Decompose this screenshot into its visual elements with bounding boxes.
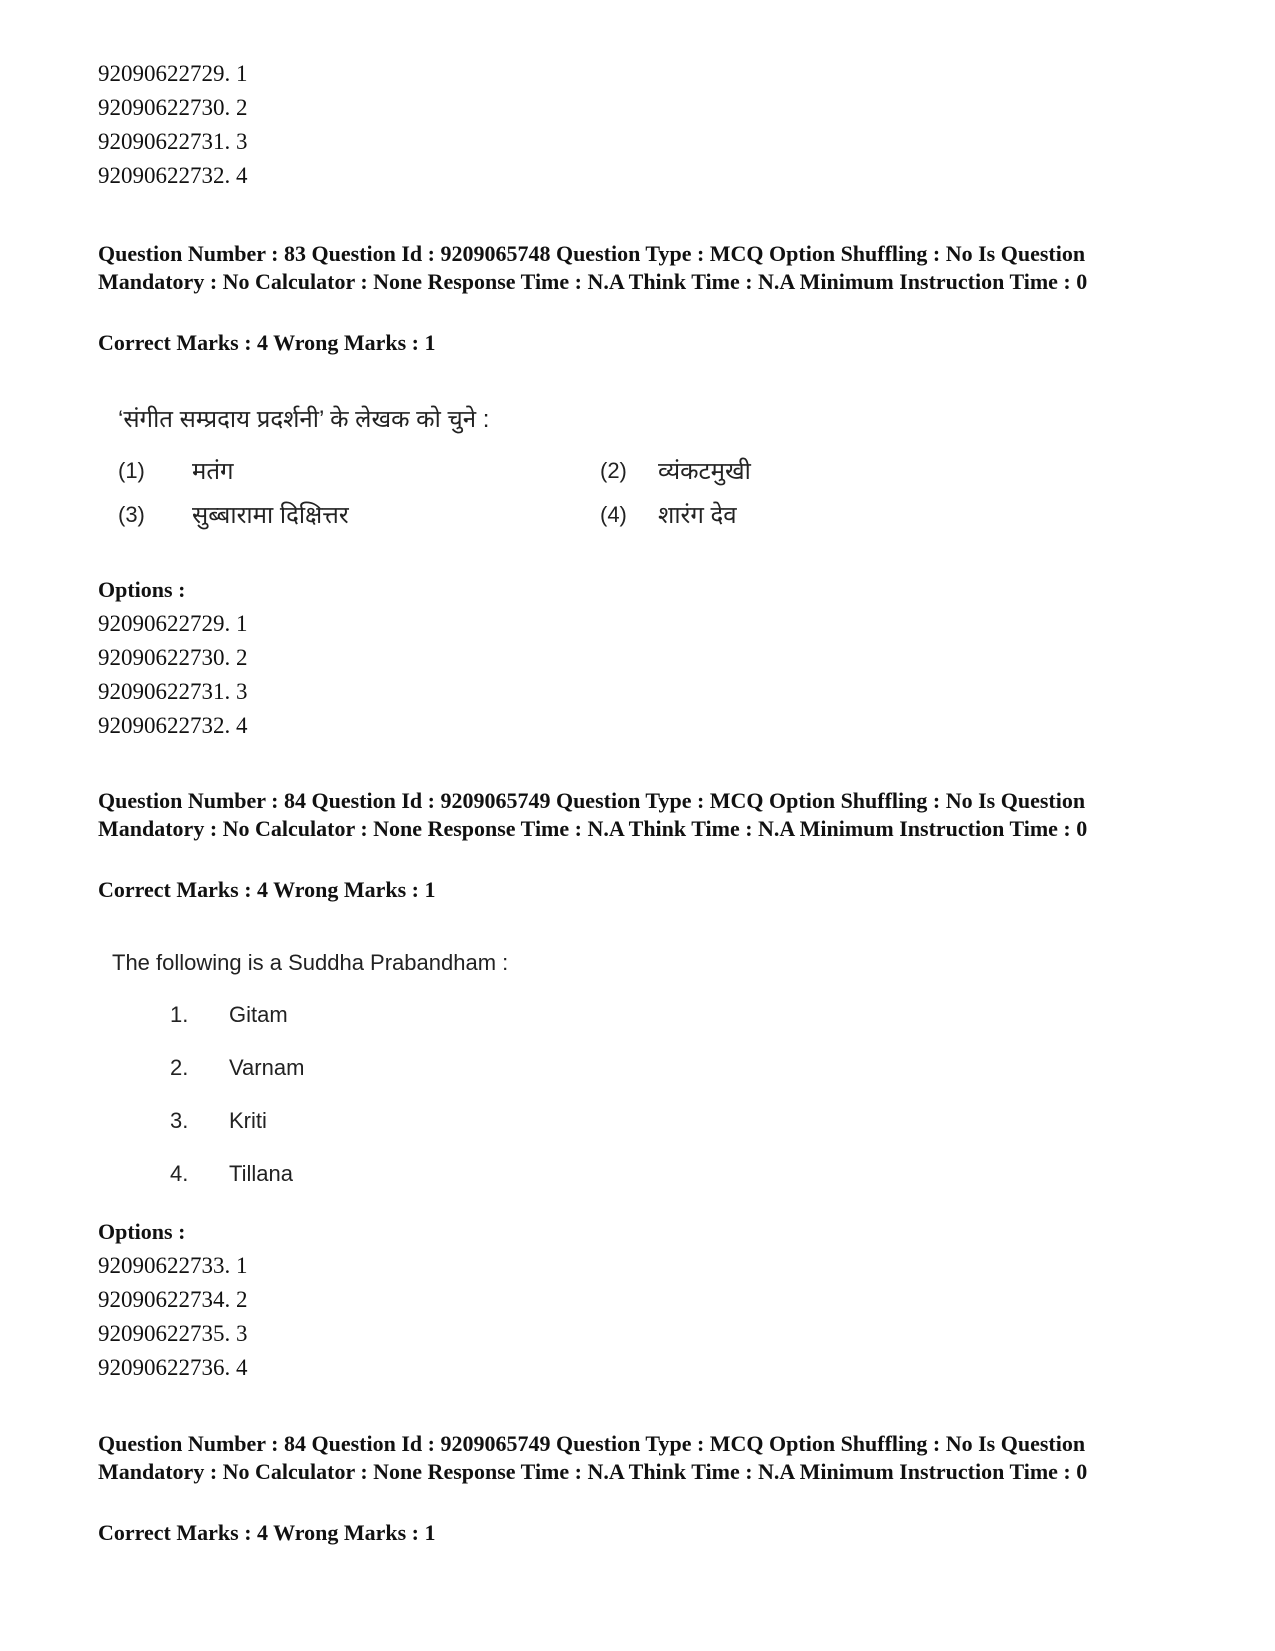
question-84-repeat-meta: Question Number : 84 Question Id : 9209065749 Question Type : MCQ Option Shuffling : No Is Question Mandatory : No Calculator : None Response Time : N.A Think Time : N.A Minimum Instruction Time : 0 [98, 1431, 1088, 1484]
choice-text: Varnam [229, 1055, 305, 1080]
option-line: 92090622729. 1 [98, 611, 248, 636]
choice-text: शारंग देव [658, 502, 737, 529]
question-84-marks: Correct Marks : 4 Wrong Marks : 1 [98, 877, 436, 902]
choice-number: (1) [118, 458, 145, 483]
choice-number: (3) [118, 502, 145, 527]
question-83-meta: Question Number : 83 Question Id : 9209065748 Question Type : MCQ Option Shuffling : No Is Question Mandatory : No Calculator : None Response Time : N.A Think Time : N.A Minimum Instruction Time : 0 [98, 241, 1088, 294]
question-84-meta: Question Number : 84 Question Id : 9209065749 Question Type : MCQ Option Shuffling : No Is Question Mandatory : No Calculator : None Response Time : N.A Think Time : N.A Minimum Instruction Time : 0 [98, 788, 1088, 841]
choice-number: 4. [170, 1161, 189, 1186]
option-line: 92090622732. 4 [98, 713, 248, 738]
choice-number: 3. [170, 1108, 189, 1133]
option-line: 92090622730. 2 [98, 645, 248, 670]
choice-number: (4) [600, 502, 627, 527]
options-label: Options : [98, 1219, 186, 1244]
option-line: 92090622729. 1 [98, 61, 248, 86]
choice-text: Kriti [229, 1108, 267, 1133]
option-line: 92090622731. 3 [98, 679, 248, 704]
question-83-stem: ‘संगीत सम्प्रदाय प्रदर्शनी’ के लेखक को चुने : [118, 406, 490, 433]
choice-number: 1. [170, 1002, 189, 1027]
choice-text: Gitam [229, 1002, 288, 1027]
choice-text: मतंग [192, 458, 234, 485]
question-83-marks: Correct Marks : 4 Wrong Marks : 1 [98, 330, 436, 355]
option-line: 92090622735. 3 [98, 1321, 248, 1346]
option-line: 92090622732. 4 [98, 163, 248, 188]
choice-text: व्यंकटमुखी [658, 458, 751, 485]
choice-text: सुब्बारामा दिक्षित्तर [192, 502, 349, 529]
options-label: Options : [98, 577, 186, 602]
choice-text: Tillana [229, 1161, 293, 1186]
option-line: 92090622733. 1 [98, 1253, 248, 1278]
option-line: 92090622736. 4 [98, 1355, 248, 1380]
option-line: 92090622734. 2 [98, 1287, 248, 1312]
choice-number: (2) [600, 458, 627, 483]
option-line: 92090622730. 2 [98, 95, 248, 120]
option-line: 92090622731. 3 [98, 129, 248, 154]
question-84-stem: The following is a Suddha Prabandham : [112, 950, 509, 975]
choice-number: 2. [170, 1055, 189, 1080]
question-84-repeat-marks: Correct Marks : 4 Wrong Marks : 1 [98, 1520, 436, 1545]
